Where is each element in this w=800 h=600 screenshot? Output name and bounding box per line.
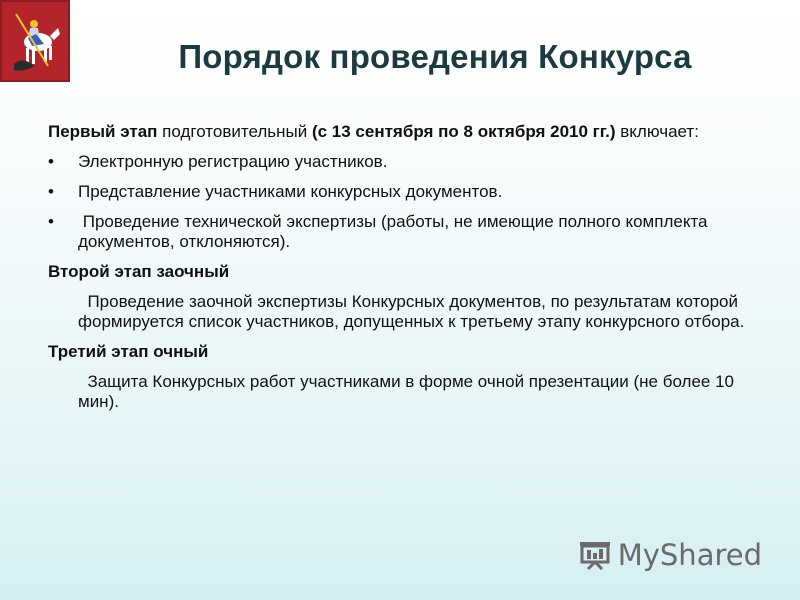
bullet-text: Проведение технической экспертизы (работы, не имеющие полного комплекта документов, отклоняются).	[78, 212, 713, 251]
myshared-watermark	[578, 538, 762, 572]
bullet-dot-icon: •	[48, 212, 54, 231]
bullet-dot-icon: •	[48, 152, 54, 171]
page-title: Порядок проведения Конкурса	[178, 38, 692, 75]
stage-2-text	[48, 292, 768, 332]
stage-1-paragraph	[48, 122, 768, 142]
moscow-coat-of-arms	[0, 0, 70, 82]
slide-content	[48, 122, 768, 422]
bullet-text: Электронную регистрацию участников.	[78, 152, 388, 171]
st-george-icon	[8, 8, 62, 76]
watermark-text: MyShared	[617, 538, 762, 572]
stage-1-type: подготовительный	[162, 122, 308, 141]
presentation-board-icon	[578, 540, 612, 570]
bullet-dot-icon: •	[48, 182, 54, 201]
bullet-item	[48, 212, 768, 252]
stage-3-text	[48, 372, 768, 412]
stage-2-body: Проведение заочной экспертизы Конкурсных документов, по результатам которой формируется список участников, допущенных к третьему этапу конкурсного отбора.	[78, 292, 745, 331]
stage-1-bullet-list	[48, 152, 768, 252]
bullet-item	[48, 182, 768, 202]
stage-2-heading: Второй этап заочный	[48, 262, 230, 281]
stage-3-body: Защита Конкурсных работ участниками в форме очной презентации (не более 10 мин).	[78, 372, 735, 411]
stage-1-label: Первый этап	[48, 122, 158, 141]
stage-1-tail: включает:	[620, 122, 699, 141]
bullet-text: Представление участниками конкурсных документов.	[78, 182, 503, 201]
bullet-item	[48, 152, 768, 172]
stage-3-heading: Третий этап очный	[48, 342, 209, 361]
stage-1-dates: (с 13 сентября по 8 октября 2010 гг.)	[311, 122, 616, 141]
